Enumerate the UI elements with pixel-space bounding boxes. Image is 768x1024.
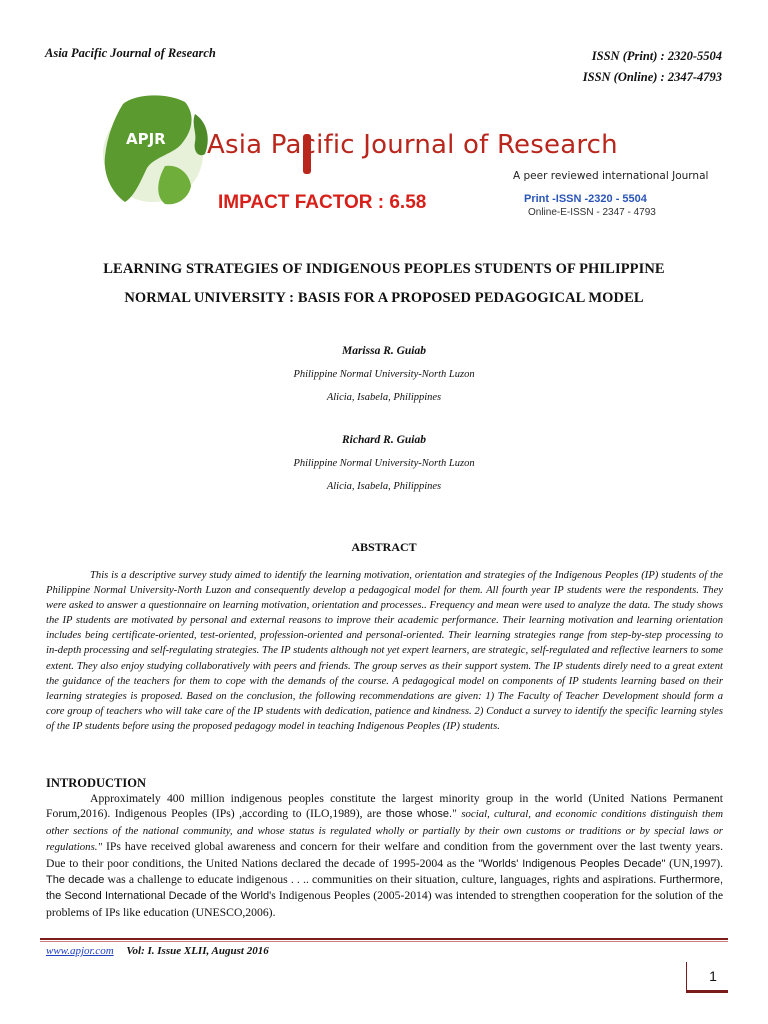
- intro-quote: social, cultural, and economic conditions distinguish them other sections of the national community, and whose status is regulated wholly or partially by their own customs or traditions or by special laws or regulations.": [46, 808, 723, 854]
- banner-online-issn: Online-E-ISSN - 2347 - 4793: [528, 207, 656, 218]
- author-name-1: Marissa R. Guiab: [341, 345, 427, 357]
- intro-part-9: was a challenge to educate indigenous . . .. communities on their situation, culture, languages, rights and aspirations.: [104, 873, 660, 887]
- intro-part-6: "Worlds' Indigenous Peoples Decade": [478, 857, 666, 870]
- author-affiliation-1: Philippine Normal University-North Luzon: [293, 369, 475, 380]
- impact-factor: IMPACT FACTOR : 6.58: [218, 192, 427, 213]
- footer: [46, 945, 269, 957]
- globe-icon: [103, 95, 208, 204]
- running-header-journal: Asia Pacific Journal of Research: [45, 46, 216, 60]
- introduction-heading: INTRODUCTION: [46, 776, 147, 790]
- intro-part-7: (UN,1997).: [665, 856, 724, 870]
- footer-rule-thin: [40, 941, 728, 942]
- author-location-2: Alicia, Isabela, Philippines: [326, 481, 442, 492]
- abstract-heading: ABSTRACT: [351, 540, 417, 554]
- running-header-issn: [583, 46, 722, 88]
- author-name-2: Richard R. Guiab: [341, 434, 427, 446]
- issn-online: ISSN (Online) : 2347-4793: [582, 70, 722, 84]
- intro-part-10: Furthermore, the Second International Decade of the World: [46, 874, 723, 903]
- author-location-1: Alicia, Isabela, Philippines: [326, 392, 442, 403]
- introduction-text: [46, 791, 723, 920]
- logo-apjr: APJR: [126, 130, 166, 148]
- banner-print-issn: Print -ISSN -2320 - 5504: [524, 193, 647, 205]
- banner-subtitle: A peer reviewed international Journal: [513, 170, 709, 182]
- intro-part-1: Approximately 400 million indigenous peoples constitute the largest minority group in the world (United Nations Permanent Forum,2016). Indigenous Peoples (IPs) ,according to (ILO,1989), are: [46, 792, 723, 821]
- footer-rule: [40, 938, 728, 940]
- banner-title: Asia Pacific Journal of Research: [207, 130, 618, 160]
- page-number-divider: [686, 962, 687, 992]
- page-number-underline: [686, 990, 728, 993]
- intro-part-5: IPs have received global awareness and concern for their welfare and condition from the government over the last twenty years. Due to their poor conditions, the United Nations declared the decade of 1995-2004 as the: [46, 840, 723, 870]
- paper-title-line-1: LEARNING STRATEGIES OF INDIGENOUS PEOPLES STUDENTS OF PHILIPPINE: [103, 261, 665, 277]
- intro-part-11: 's Indigenous Peoples (2005-2014) was intended to strengthen cooperation for the solution of the problems of IPs like education (UNESCO,2006).: [46, 889, 724, 919]
- author-affiliation-2: Philippine Normal University-North Luzon: [293, 458, 475, 469]
- footer-url-link[interactable]: www.apjor.com: [46, 945, 114, 957]
- paper-title-line-2: NORMAL UNIVERSITY : BASIS FOR A PROPOSED PEDAGOGICAL MODEL: [124, 290, 644, 306]
- page-number: 1: [709, 968, 717, 984]
- footer-volume: Vol: I. Issue XLII, August 2016: [126, 945, 269, 957]
- abstract-text: This is a descriptive survey study aimed to identify the learning motivation, orientation and strategies of the Indigenous Peoples (IP) students of the Philippine Normal University-North Luzon and consequently develop a pedagogical model for them. All fourth year IP students were the respondents. They were asked to answer a questionnaire on learning motivation, orientation and processes.. Frequency and mean were used to analyze the data. The study shows the IP students are motivated by personal and external reasons to improve their academic performance. Their learning motivation and learning orientation includes being certificate-oriented, test-oriented, profession-oriented and personal-oriented. Their learning strategies range from step-by-step processing to in-depth processing and self-regulating strategies. The IP students although not yet expert learners, are strategic, self-regulated and reflective learners to some extent. They also enjoy studying collaboratively with peers and friends. The group serves as their support system. The IP students direly need to a great extent the guidance of the teachers for them to cope with the demands of the course. A pedagogical model on components of IP students learning based on their learning strategies is proposed. Based on the conclusion, the following recommendations are given: 1) The Faculty of Teacher Development should form a core group of teachers who will take care of the IP students with dedication, patience and kindness. 2) Conduct a survey to identify the specific learning styles of the IP students before using the proposed pedagogy model in teaching Indigenous Peoples (IP) students.: [46, 570, 723, 732]
- intro-part-3: ": [452, 807, 462, 821]
- issn-print: ISSN (Print) : 2320-5504: [591, 49, 722, 63]
- intro-part-2: those whose.: [385, 808, 453, 821]
- intro-part-8: The decade: [46, 874, 105, 887]
